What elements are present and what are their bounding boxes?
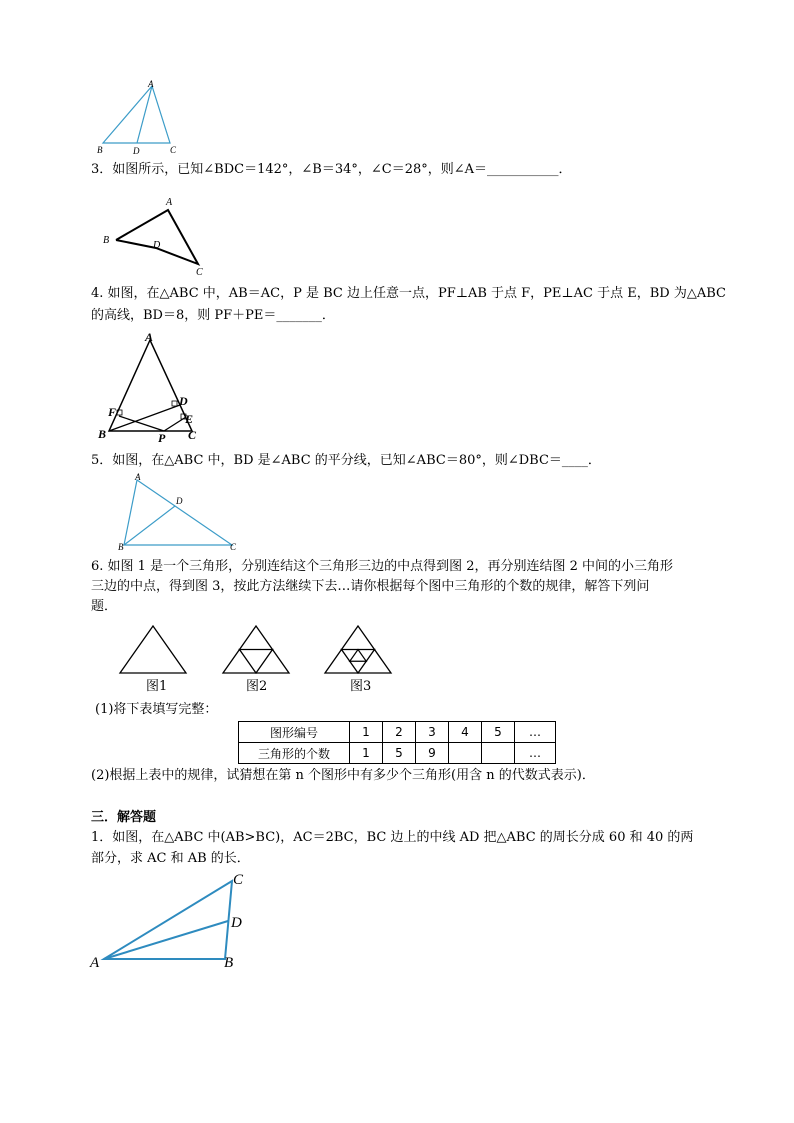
label-d: D bbox=[179, 394, 188, 408]
figure-question-3 bbox=[98, 193, 218, 278]
label-a: A bbox=[148, 79, 154, 89]
table-cell: 三角形的个数 bbox=[239, 743, 350, 764]
table-cell: 4 bbox=[449, 722, 482, 743]
figure-3-triangle bbox=[323, 624, 393, 676]
table-row bbox=[239, 722, 556, 743]
section-heading: 三．解答题 bbox=[91, 810, 157, 825]
figure-1-caption: 图1 bbox=[146, 679, 168, 694]
triangle-count-table bbox=[238, 721, 556, 764]
label-d: D bbox=[133, 146, 140, 156]
table-cell: 2 bbox=[383, 722, 416, 743]
table-cell: 5 bbox=[482, 722, 515, 743]
label-c: C bbox=[170, 145, 177, 155]
label-a: A bbox=[135, 472, 141, 482]
label-b: B bbox=[118, 542, 124, 552]
table-cell: 1 bbox=[350, 722, 383, 743]
figure-2-caption: 图2 bbox=[246, 679, 268, 694]
label-b: B bbox=[103, 235, 110, 246]
label-e: E bbox=[185, 412, 194, 426]
table-cell: … bbox=[515, 722, 556, 743]
table-cell: 9 bbox=[416, 743, 449, 764]
label-c: C bbox=[233, 872, 244, 888]
question-6-line-1: 6. 如图 1 是一个三角形，分别连结这个三角形三边的中点得到图 2，再分别连结图 2 中间的小三角形 bbox=[91, 559, 674, 574]
question-6-line-3: 题． bbox=[91, 599, 118, 614]
question-3-text: 3．如图所示，已知∠BDC＝142°，∠B＝34°，∠C＝28°，则∠A＝___________． bbox=[91, 162, 572, 177]
label-d: D bbox=[176, 496, 183, 506]
figure-question-4 bbox=[92, 328, 207, 446]
label-b: B bbox=[98, 427, 107, 441]
section-3-question-1-line-2: 部分，求 AC 和 AB 的长． bbox=[91, 851, 250, 866]
label-c: C bbox=[196, 267, 203, 278]
label-c: C bbox=[188, 428, 197, 442]
table-cell: 图形编号 bbox=[239, 722, 350, 743]
label-a: A bbox=[145, 330, 154, 344]
figure-3-caption: 图3 bbox=[350, 679, 372, 694]
figure-section-3-question-1 bbox=[88, 869, 253, 972]
question-4-line-2: 的高线，BD＝8，则 PF＋PE＝_______． bbox=[91, 308, 335, 323]
label-a: A bbox=[166, 197, 173, 208]
question-6-part-2: (2)根据上表中的规律，试猜想在第 n 个图形中有多少个三角形(用含 n 的代数式表示)． bbox=[91, 768, 595, 783]
question-6-line-2: 三边的中点，得到图 3，按此方法继续下去…请你根据每个图中三角形的个数的规律，解答下列问 bbox=[91, 579, 650, 594]
label-b: B bbox=[97, 145, 103, 155]
table-row bbox=[239, 743, 556, 764]
label-p: P bbox=[158, 431, 166, 445]
label-f: F bbox=[108, 405, 117, 419]
table-cell: … bbox=[515, 743, 556, 764]
question-4-line-1: 4. 如图，在△ABC 中，AB＝AC，P 是 BC 边上任意一点，PF⊥AB 于点 F，PE⊥AC 于点 E，BD 为△ABC bbox=[91, 286, 726, 301]
figure-question-5 bbox=[112, 470, 247, 554]
label-b: B bbox=[224, 955, 234, 971]
figure-triangle-abc-top bbox=[95, 78, 185, 158]
table-cell[interactable] bbox=[482, 743, 515, 764]
table-cell: 5 bbox=[383, 743, 416, 764]
figure-2-triangle bbox=[221, 624, 291, 676]
label-c: C bbox=[230, 542, 237, 552]
question-6-part-1: (1)将下表填写完整： bbox=[95, 702, 218, 717]
label-a: A bbox=[90, 955, 100, 971]
table-cell: 3 bbox=[416, 722, 449, 743]
label-d: D bbox=[231, 915, 242, 931]
question-5-text: 5．如图，在△ABC 中，BD 是∠ABC 的平分线，已知∠ABC＝80°，则∠DBC＝____． bbox=[91, 453, 601, 468]
figure-1-triangle bbox=[118, 624, 188, 676]
label-d: D bbox=[153, 240, 161, 251]
section-3-question-1-line-1: 1．如图，在△ABC 中(AB>BC)，AC＝2BC，BC 边上的中线 AD 把△ABC 的周长分成 60 和 40 的两 bbox=[91, 830, 694, 845]
table-cell: 1 bbox=[350, 743, 383, 764]
table-cell[interactable] bbox=[449, 743, 482, 764]
